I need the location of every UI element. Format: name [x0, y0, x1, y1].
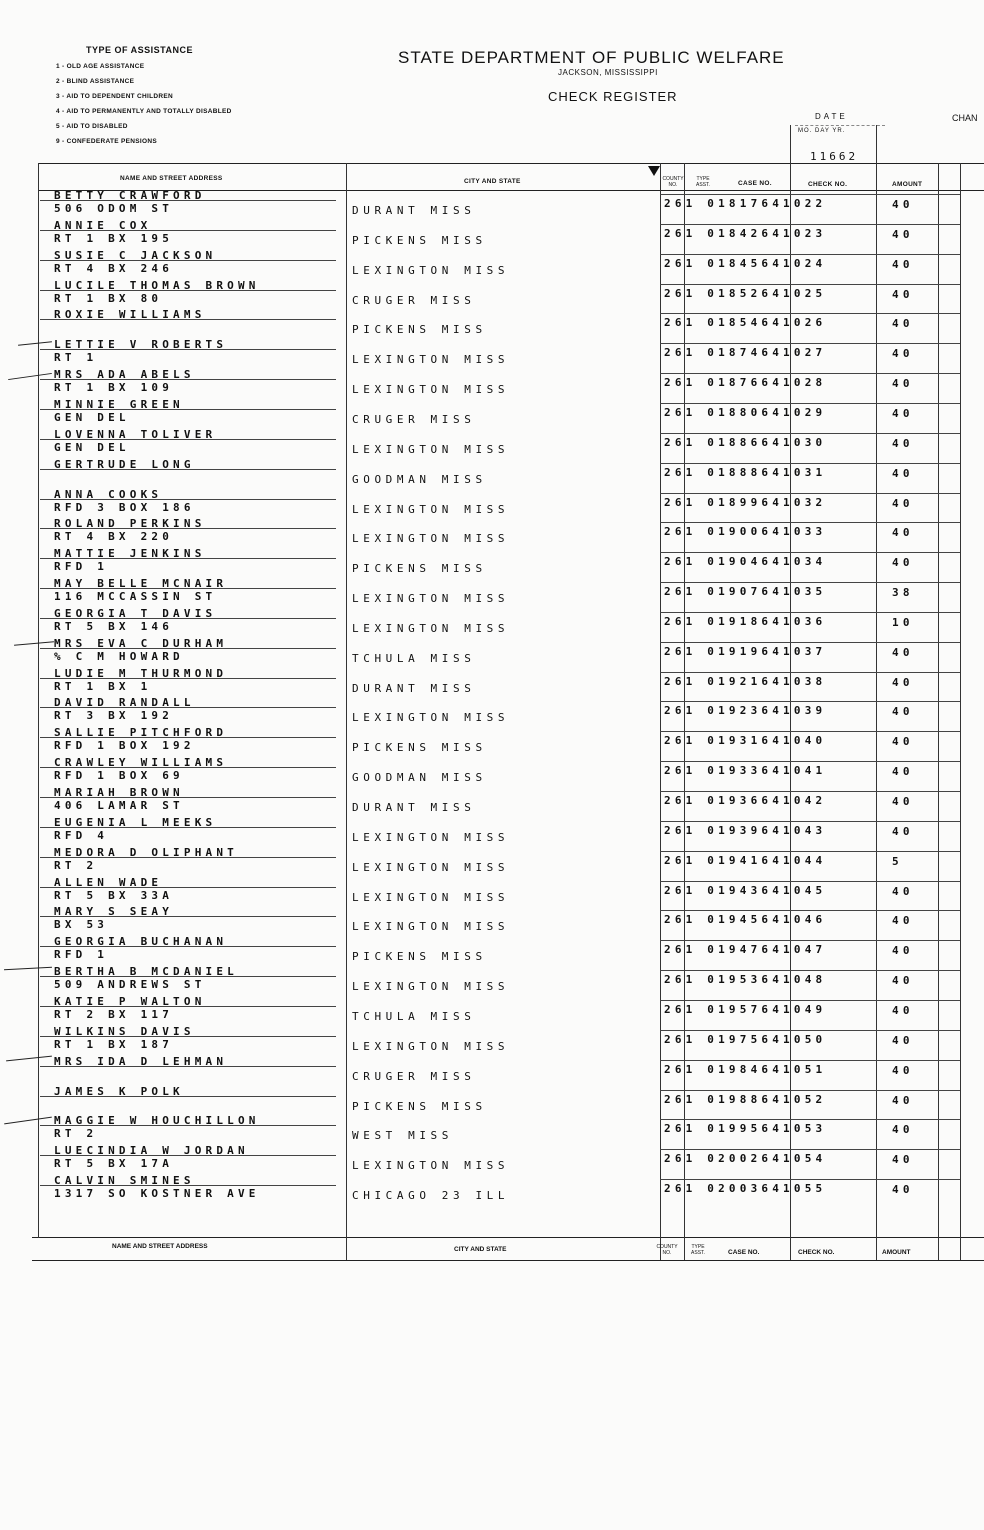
street-address: RT 5 BX 17A [54, 1157, 174, 1171]
street-address: 406 LAMAR ST [54, 799, 184, 812]
table-bottom-rule [32, 1237, 984, 1238]
city-state: PICKENS MISS [352, 741, 487, 755]
amount-value: 40 [892, 466, 914, 480]
recipient-name: WILKINS DAVIS [54, 1024, 195, 1038]
street-address: RFD 1 [54, 948, 109, 962]
row-strike-rule [40, 588, 336, 589]
county-type-case-check: 261 02002641054 [664, 1152, 827, 1166]
recipient-name: SUSIE C JACKSON [54, 248, 217, 262]
recipient-name: ANNIE COX [54, 218, 152, 232]
row-rule [660, 582, 960, 583]
amount-value: 40 [892, 705, 914, 719]
amount-value: 40 [892, 1153, 914, 1167]
footer-amount: AMOUNT [882, 1249, 911, 1256]
city-state: GOODMAN MISS [352, 472, 487, 486]
row-strike-rule [40, 618, 336, 619]
row-strike-rule [40, 1125, 336, 1126]
county-type-case-check: 261 01941641044 [664, 853, 827, 867]
street-address: RFD 4 [54, 828, 109, 842]
city-state: GOODMAN MISS [352, 771, 487, 785]
recipient-name: MATTIE JENKINS [54, 547, 206, 561]
legend-item: 1 - OLD AGE ASSISTANCE [56, 63, 145, 70]
recipient-name: JAMES K POLK [54, 1084, 184, 1098]
county-type-case-check: 261 01888641031 [664, 465, 827, 479]
street-address: RT 1 BX 187 [54, 1037, 174, 1051]
county-type-case-check: 261 01931641040 [664, 734, 827, 748]
legend-item: 5 - AID TO DISABLED [56, 123, 128, 130]
footer-city: CITY AND STATE [454, 1246, 507, 1253]
city-state: TCHULA MISS [352, 1009, 476, 1023]
city-state: TCHULA MISS [352, 651, 476, 665]
amount-value: 40 [892, 496, 914, 510]
recipient-name: ALLEN WADE [54, 875, 163, 889]
city-state: LEXINGTON MISS [352, 592, 510, 606]
amount-value: 40 [892, 406, 914, 420]
row-rule [660, 403, 960, 404]
amount-value: 40 [892, 317, 914, 331]
row-strike-rule [40, 737, 336, 738]
row-rule [660, 1179, 960, 1180]
row-strike-rule [40, 499, 336, 500]
row-strike-rule [40, 1096, 336, 1097]
amount-value: 40 [892, 645, 914, 659]
col-header-city: CITY AND STATE [464, 178, 521, 185]
amount-value: 40 [892, 287, 914, 301]
row-rule [660, 910, 960, 911]
recipient-name: LUECINDIA W JORDAN [54, 1144, 249, 1158]
row-strike-rule [40, 946, 336, 947]
row-rule [660, 493, 960, 494]
county-type-case-check: 261 02003641055 [664, 1182, 827, 1196]
col-rule-left [38, 163, 39, 1238]
row-rule [660, 672, 960, 673]
street-address: RT 5 BX 33A [54, 888, 174, 902]
amount-value: 40 [892, 795, 914, 808]
city-state: PICKENS MISS [352, 233, 487, 247]
county-type-case-check: 261 01900641033 [664, 525, 827, 539]
amount-value: 40 [892, 914, 914, 928]
county-type-case-check: 261 01943641045 [664, 883, 827, 897]
recipient-name: EUGENIA L MEEKS [54, 815, 217, 829]
county-type-case-check: 261 01988641052 [664, 1092, 827, 1106]
amount-value: 40 [892, 1063, 914, 1077]
row-rule [660, 522, 960, 523]
amount-value: 40 [892, 347, 914, 361]
amount-value: 40 [892, 1093, 914, 1107]
amount-value: 40 [892, 436, 914, 450]
street-address: RT 1 BX 109 [54, 381, 174, 395]
city-state: WEST MISS [352, 1129, 454, 1143]
county-type-case-check: 261 01904641034 [664, 555, 827, 569]
row-rule [660, 612, 960, 613]
row-rule [660, 313, 960, 314]
county-type-case-check: 261 01880641029 [664, 405, 827, 419]
city-state: CRUGER MISS [352, 412, 476, 426]
amount-value: 5 [892, 854, 903, 868]
county-type-case-check: 261 01953641048 [664, 973, 827, 987]
row-rule [660, 224, 960, 225]
row-strike-rule [40, 1066, 336, 1067]
footer-case: CASE NO. [728, 1249, 760, 1256]
row-rule [660, 373, 960, 374]
row-strike-rule [40, 230, 336, 231]
county-type-case-check: 261 01975641050 [664, 1032, 827, 1046]
county-type-case-check: 261 01886641030 [664, 435, 827, 449]
row-strike-rule [40, 290, 336, 291]
row-strike-rule [40, 1185, 336, 1186]
recipient-name: MRS IDA D LEHMAN [54, 1054, 228, 1068]
city-state: CRUGER MISS [352, 1069, 476, 1083]
recipient-name: BETTY CRAWFORD [54, 189, 206, 202]
row-strike-rule [40, 409, 336, 410]
recipient-name: MINNIE GREEN [54, 397, 184, 411]
county-type-case-check: 261 01918641036 [664, 614, 827, 628]
city-state: LEXINGTON MISS [352, 711, 510, 725]
col-rule-county [660, 163, 661, 1260]
legend-item: 2 - BLIND ASSISTANCE [56, 78, 135, 85]
row-strike-rule [40, 379, 336, 380]
street-address: GEN DEL [54, 440, 130, 454]
recipient-name: MRS EVA C DURHAM [54, 636, 228, 650]
footer-bottom-rule [32, 1260, 984, 1261]
county-type-case-check: 261 01939641043 [664, 823, 827, 837]
row-rule [660, 1090, 960, 1091]
row-strike-rule [40, 1006, 336, 1007]
footer-name: NAME AND STREET ADDRESS [112, 1243, 208, 1250]
row-rule [660, 254, 960, 255]
amount-value: 40 [892, 765, 914, 779]
city-state: PICKENS MISS [352, 950, 487, 964]
row-strike-rule [40, 887, 336, 888]
amount-value: 40 [892, 824, 914, 838]
col-header-type: TYPE ASST. [696, 176, 710, 188]
row-strike-rule [40, 349, 336, 350]
row-strike-rule [40, 439, 336, 440]
street-address: % C M HOWARD [54, 649, 184, 663]
county-type-case-check: 261 01874641027 [664, 346, 827, 360]
pen-mark [4, 967, 52, 971]
pen-mark [14, 641, 54, 645]
date-label: DATE [815, 112, 848, 121]
street-address: RFD 1 BOX 192 [54, 739, 195, 753]
street-address: RT 4 BX 246 [54, 261, 174, 275]
recipient-name: MAGGIE W HOUCHILLON [54, 1114, 260, 1128]
street-address: RT 5 BX 146 [54, 619, 174, 633]
recipient-name: MRS ADA ABELS [54, 368, 195, 382]
street-address: 509 ANDREWS ST [54, 978, 206, 992]
footer-county: COUNTY NO. [656, 1244, 678, 1256]
recipient-name: DAVID RANDALL [54, 696, 195, 710]
city-state: LEXINGTON MISS [352, 890, 510, 904]
legend-title: TYPE OF ASSISTANCE [86, 45, 194, 55]
recipient-name: LETTIE V ROBERTS [54, 338, 228, 352]
row-strike-rule [40, 916, 336, 917]
row-strike-rule [40, 260, 336, 261]
county-type-case-check: 261 01907641035 [664, 585, 827, 599]
county-type-case-check: 261 01854641026 [664, 316, 827, 330]
county-type-case-check: 261 01995641053 [664, 1122, 827, 1136]
recipient-name: KATIE P WALTON [54, 994, 206, 1008]
row-rule [660, 1119, 960, 1120]
row-rule [660, 1000, 960, 1001]
col-rule-city [346, 163, 347, 1260]
city-state: CHICAGO 23 ILL [352, 1189, 510, 1203]
row-rule [660, 851, 960, 852]
street-address: RT 1 [54, 351, 98, 365]
register-label: CHECK REGISTER [548, 89, 678, 104]
county-type-case-check: 261 01945641046 [664, 913, 827, 927]
pen-mark [4, 1117, 52, 1125]
row-strike-rule [40, 857, 336, 858]
page-subtitle: JACKSON, MISSISSIPPI [558, 68, 658, 77]
street-address: RT 3 BX 192 [54, 709, 174, 723]
amount-value: 40 [892, 377, 914, 391]
amount-value: 40 [892, 526, 914, 540]
county-type-case-check: 261 01933641041 [664, 764, 827, 778]
city-state: LEXINGTON MISS [352, 920, 510, 934]
amount-value: 38 [892, 586, 914, 600]
street-address: 506 ODOM ST [54, 202, 174, 215]
row-rule [660, 970, 960, 971]
row-strike-rule [40, 319, 336, 320]
row-rule [660, 642, 960, 643]
amount-value: 10 [892, 615, 914, 629]
row-strike-rule [40, 1155, 336, 1156]
date-value: 11662 [810, 150, 859, 163]
chan-label: CHAN [952, 113, 978, 123]
pen-mark [18, 341, 52, 346]
city-state: DURANT MISS [352, 681, 476, 695]
amount-value: 40 [892, 198, 914, 211]
row-rule [660, 881, 960, 882]
row-rule [660, 552, 960, 553]
pen-mark [6, 1056, 52, 1062]
amount-value: 40 [892, 1123, 914, 1137]
row-strike-rule [40, 558, 336, 559]
amount-value: 40 [892, 1033, 914, 1047]
amount-value: 40 [892, 735, 914, 749]
city-state: DURANT MISS [352, 204, 476, 217]
row-strike-rule [40, 678, 336, 679]
row-rule [660, 821, 960, 822]
amount-value: 40 [892, 974, 914, 988]
recipient-name: SALLIE PITCHFORD [54, 726, 228, 740]
street-address: RT 1 BX 195 [54, 231, 174, 245]
table-top-rule [38, 163, 984, 164]
street-address: RT 4 BX 220 [54, 530, 174, 544]
col-rule-chan [960, 163, 961, 1260]
col-header-case: CASE NO. [738, 180, 772, 187]
col-header-check: CHECK NO. [808, 181, 848, 188]
row-rule [660, 284, 960, 285]
city-state: PICKENS MISS [352, 562, 487, 576]
amount-value: 40 [892, 1183, 914, 1197]
col-header-amount: AMOUNT [892, 181, 923, 188]
county-type-case-check: 261 01845641024 [664, 256, 827, 270]
city-state: LEXINGTON MISS [352, 502, 510, 516]
city-state: LEXINGTON MISS [352, 353, 510, 367]
county-type-case-check: 261 01852641025 [664, 286, 827, 300]
row-strike-rule [40, 1036, 336, 1037]
row-strike-rule [40, 797, 336, 798]
footer-check: CHECK NO. [798, 1249, 835, 1256]
row-rule [660, 731, 960, 732]
recipient-name: ANNA COOKS [54, 487, 163, 501]
row-strike-rule [40, 827, 336, 828]
county-type-case-check: 261 01919641037 [664, 644, 827, 658]
legend-item: 9 - CONFEDERATE PENSIONS [56, 138, 157, 145]
recipient-name: LUDIE M THURMOND [54, 666, 228, 680]
city-state: LEXINGTON MISS [352, 263, 510, 277]
recipient-name: GEORGIA T DAVIS [54, 606, 217, 620]
row-rule [660, 1060, 960, 1061]
recipient-name: ROXIE WILLIAMS [54, 308, 206, 322]
recipient-name: GEORGIA BUCHANAN [54, 935, 228, 949]
row-rule [660, 791, 960, 792]
street-address: RT 2 BX 117 [54, 1007, 174, 1021]
city-state: CRUGER MISS [352, 293, 476, 307]
row-rule [660, 701, 960, 702]
street-address: BX 53 [54, 918, 109, 932]
city-state: LEXINGTON MISS [352, 383, 510, 397]
street-address: GEN DEL [54, 410, 130, 424]
street-address: RT 2 [54, 1127, 98, 1141]
street-address: 116 MCCASSIN ST [54, 590, 217, 604]
county-type-case-check: 261 01947641047 [664, 943, 827, 957]
city-state: LEXINGTON MISS [352, 621, 510, 635]
recipient-name: MEDORA D OLIPHANT [54, 845, 238, 859]
footer-type: TYPE ASST. [691, 1244, 705, 1256]
recipient-name: BERTHA B MCDANIEL [54, 965, 238, 979]
amount-value: 40 [892, 944, 914, 958]
street-address: RT 1 BX 1 [54, 679, 152, 693]
row-rule [660, 433, 960, 434]
row-rule [660, 761, 960, 762]
street-address: RFD 3 BOX 186 [54, 500, 195, 514]
county-type-case-check: 261 01876641028 [664, 376, 827, 390]
county-type-case-check: 261 01921641038 [664, 674, 827, 688]
city-state: LEXINGTON MISS [352, 1159, 510, 1173]
city-state: LEXINGTON MISS [352, 830, 510, 844]
recipient-name: LOVENNA TOLIVER [54, 427, 217, 441]
city-state: LEXINGTON MISS [352, 1039, 510, 1053]
amount-value: 40 [892, 675, 914, 689]
street-address: RFD 1 BOX 69 [54, 769, 184, 783]
city-state: PICKENS MISS [352, 1099, 487, 1113]
row-strike-rule [40, 767, 336, 768]
row-strike-rule [40, 976, 336, 977]
recipient-name: ROLAND PERKINS [54, 517, 206, 531]
recipient-name: MARY S SEAY [54, 905, 174, 919]
amount-value: 40 [892, 884, 914, 898]
recipient-name: CRAWLEY WILLIAMS [54, 756, 228, 770]
legend-item: 3 - AID TO DEPENDENT CHILDREN [56, 93, 174, 100]
row-strike-rule [40, 469, 336, 470]
amount-value: 40 [892, 257, 914, 271]
amount-value: 40 [892, 227, 914, 241]
row-rule [660, 1030, 960, 1031]
date-sublabel: MO. DAY YR. [798, 128, 846, 134]
row-rule [660, 1149, 960, 1150]
county-type-case-check: 261 01923641039 [664, 704, 827, 718]
row-rule [660, 194, 960, 195]
county-type-case-check: 261 01817641022 [664, 197, 827, 210]
county-type-case-check: 261 01936641042 [664, 794, 827, 807]
county-type-case-check: 261 01842641023 [664, 226, 827, 240]
recipient-name: MARIAH BROWN [54, 786, 184, 799]
city-state: LEXINGTON MISS [352, 442, 510, 456]
county-type-case-check: 261 01984641051 [664, 1062, 827, 1076]
city-state: LEXINGTON MISS [352, 860, 510, 874]
date-underline [795, 125, 885, 126]
col-header-name: NAME AND STREET ADDRESS [120, 175, 223, 182]
recipient-name: LUCILE THOMAS BROWN [54, 278, 260, 292]
city-state: LEXINGTON MISS [352, 980, 510, 994]
row-rule [660, 343, 960, 344]
city-state: LEXINGTON MISS [352, 532, 510, 546]
recipient-name: MAY BELLE MCNAIR [54, 577, 228, 591]
row-rule [660, 463, 960, 464]
legend-item: 4 - AID TO PERMANENTLY AND TOTALLY DISABLED [56, 108, 232, 115]
page-title: STATE DEPARTMENT OF PUBLIC WELFARE [398, 48, 785, 67]
recipient-name: CALVIN SMINES [54, 1174, 195, 1188]
recipient-name: GERTRUDE LONG [54, 457, 195, 471]
amount-value: 40 [892, 556, 914, 570]
row-strike-rule [40, 707, 336, 708]
row-strike-rule [40, 648, 336, 649]
county-type-case-check: 261 01957641049 [664, 1002, 827, 1016]
street-address: RT 1 BX 80 [54, 291, 163, 305]
col-rule-flags [938, 163, 939, 1260]
county-type-case-check: 261 01899641032 [664, 495, 827, 509]
col-header-county: COUNTY NO. [662, 176, 684, 188]
row-strike-rule [40, 528, 336, 529]
amount-value: 40 [892, 1003, 914, 1017]
row-strike-rule [40, 200, 336, 201]
street-address: RT 2 [54, 858, 98, 872]
street-address: 1317 SO KOSTNER AVE [54, 1187, 260, 1201]
row-rule [660, 940, 960, 941]
city-state: DURANT MISS [352, 801, 476, 814]
arrow-down-icon [648, 166, 660, 176]
street-address: RFD 1 [54, 560, 109, 574]
city-state: PICKENS MISS [352, 323, 487, 337]
